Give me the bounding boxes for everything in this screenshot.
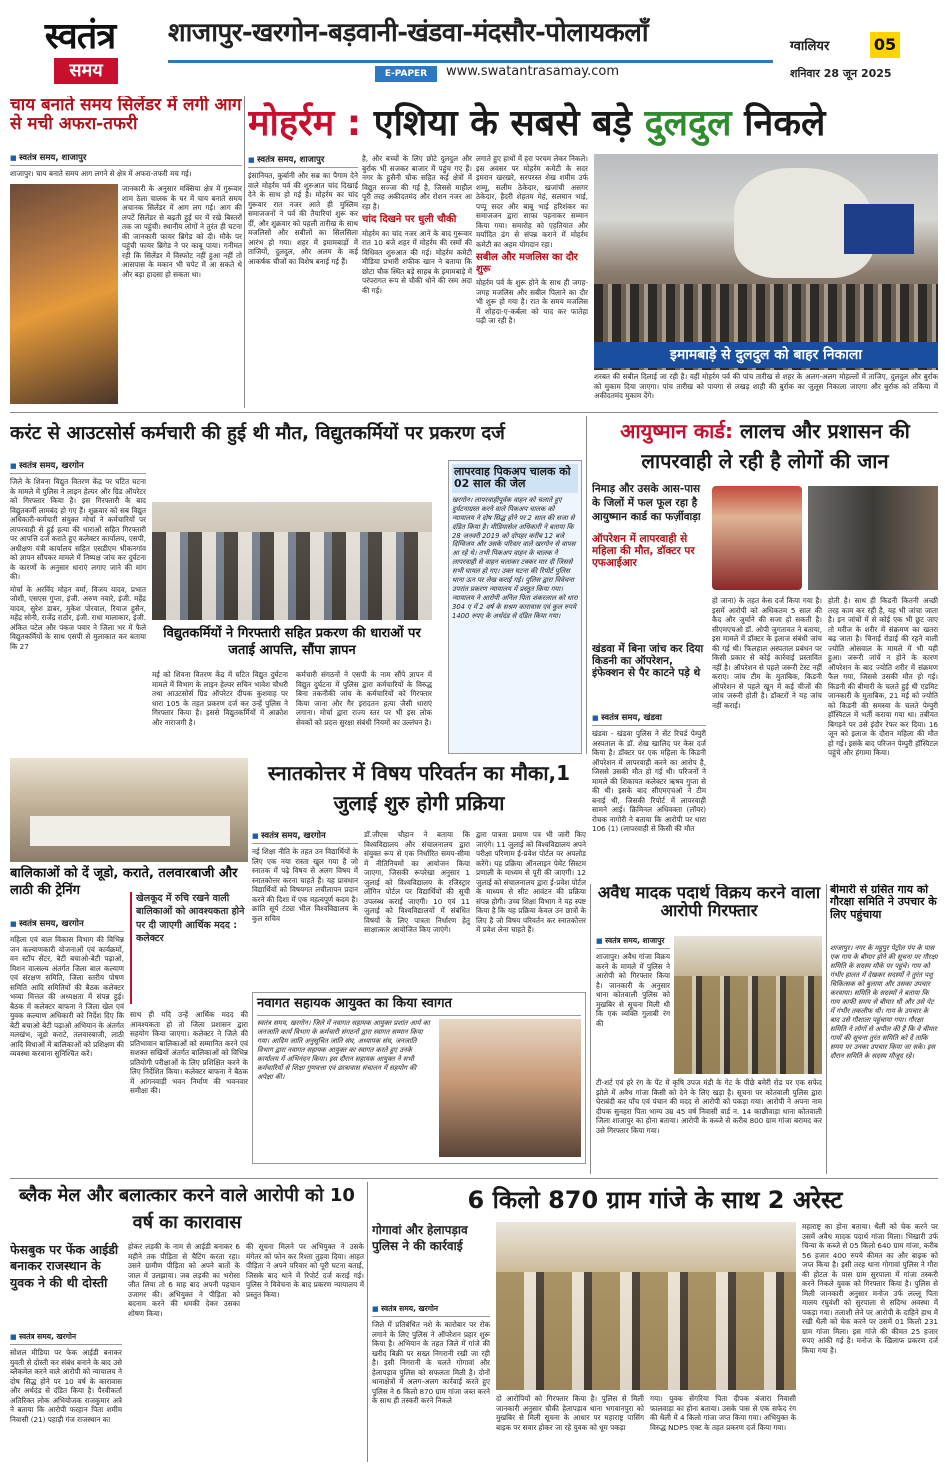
officers xyxy=(674,976,822,1074)
horse-cloth xyxy=(844,204,914,254)
column-2 xyxy=(362,154,472,408)
col2-text: डॉ.जीएस चौहान ने बताया कि विश्वविद्यालय और संचालनालय द्वारा संयुक्त रूप से एक निर्धारित समय-सीमा में नीतिनियमों का आयोजन किया जाएगा, जिसकी रूपरेखा अनुसार 1 जुलाई को विश्वविद्यालय के रजिस्ट्रार लॉगिन पोर्टल पर विद्यार्थियों की सूची उपलब्ध कराई जाएगी। 10 एवं 11 जुलाई को विश्वविद्यालयों में संबंधित विषयों के लिए पात्रता निर्धारण हेतु साक्षात्कार आयोजित किए जाएंगे। xyxy=(364,830,470,934)
body: स्वतंत्र समय, खरगोन। जिले में नवागत सहायक आयुक्त प्रशांत आर्य का जनजाति कार्य विभाग के कर्मचारी संगठनों द्वारा स्वागत सम्मान किया गया। आदिम जाति अनुसूचित जाति संघ, अध्यापक संघ, जनजाति विभाग द्वारा नवागत सहायक आयुक्त का स्वागत करते हुए उनके कार्यालय में अभिनंदन किया। इस दौरान सहायक आयुक्त ने सभी कर्मचारियों से शिक्षा गुणवत्ता एवं छात्रावास संचालन में सहयोग की अपेक्षा की। xyxy=(257,1019,430,1081)
col2-text: होकर लड़की के नाम से आईडी बनाकर 6 महीने तक पीड़िता से चैटिंग करता रहा। उसने ग्रामीण पीड़िता को अपने बातों के जाल में उलझाया। जब लड़की का भरोसा जीत लिया तो 6 माह बाद अपनी पहचान उजागर की। अभियुक्त ने पीड़िता को बदनाम करने की धमकी देकर उसका शोषण किया। xyxy=(128,1242,240,1318)
story-ayushman-card xyxy=(592,416,938,880)
col-rule xyxy=(244,96,245,408)
col1-text: इंसानियत, कुर्बानी और सब्र का पैगाम देने वाले मोहर्रम पर्व की शुरुआत चांद दिखाई देने के साथ हो गई है। मोहर्रम का चांद गुरूवार रात नजर आते ही मुस्लिम समाजजनों ने पर्व की तैयारियां शुरू कर दीं, और शुक्रवार को पहली तारीख के साथ मजलिसों और सबीलों का सिलसिला आरंभ हो गया। शहर में इमामबाड़ों में ताजियों, दुलदुल, और अलम के कई आकर्षक चीजों का विशेष बनाई गई हैं। xyxy=(248,171,358,266)
headline-part-b: एशिया के सबसे बड़े xyxy=(373,103,632,144)
column-1 xyxy=(10,460,146,754)
col3-text: होती है। साथ ही किडनी कितनी अच्छी तरह काम कर रही है, यह भी जांचा जाता है। इन जांचों में से कोई एक भी छूट जाए तो मरीज के शरीर में संक्रमण का खतरा बढ़ जाता है। चिनाई रोडाई की रहने वाली ज्योति ओसवाल के मामले में भी यही हुआ। जरूरी जांचें न होने के कारण ऑपरेशन के बाद ज्योति शरीर में संक्रमण फैल गया, जिससे उसकी मौत हो गई। किडनी की बीमारी के चलते हुई थी एडमिट जानकारी के मुताबिक, 21 मई को ज्योति को किडनी की समस्या के चलते पेम्पुरी हॉस्पिटल में भर्ती कराया गया था। तबीयत बिगड़ने पर उसे इंदौर रेफर कर दिया। 16 जून को इलाज के दौरान महिला की मौत हो गई। इसके बाद परिजन पेम्पुरी हॉस्पिटल पहुंचे और हंगामा किया। xyxy=(828,596,938,757)
police-photo xyxy=(674,936,822,1074)
meeting-photo xyxy=(10,758,248,862)
col-rule xyxy=(826,884,827,1174)
story-cow-treatment xyxy=(830,884,938,1174)
col1b-text: मोर्चा के अरविंद मोहन वर्मा, विजय यादव, प्रभात जोशी, एसएस गुप्ता, इंजी. अरुण नवारे, इंजी. महेंद्र यादव, सुरेश डाबर, मुकेश पोरवाल, रियाज हुसैन, महेंद्र सोनी, राजेंद्र राठौर, इंजी. राधा मालाकार, इंजी. अंकित पटेल और पंकज पवार ने जिला भर में फैले विद्युतकर्मियों के साथ एसपी से मुलाकात कर बताया कि 27 xyxy=(10,584,146,651)
photo-caption: विद्युतकर्मियों ने गिरफ्तारी सहित प्रकरण की धाराओं पर जताई आपत्ति, सौंपा ज्ञापन xyxy=(163,626,421,658)
page-number: 05 xyxy=(870,32,900,58)
column-1 xyxy=(10,918,124,1180)
body: जानकारी के अनुसार मक्सिया क्षेत्र में गुरूवार शाम ठेला चालक के घर में चाय बनाते समय अचानक सिलेंडर में आग लग गई। आग की लपटें सिलेंडर से बढ़ती हुई घर में रखे बिस्तरों तक जा पहुंची। स्थानीय लोगों ने तुरंत ही घटना की जानकारी फायर ब्रिगेड को दी। मौके पर पहुंची फायर ब्रिगेड ने पर काबू पाया। गनीमत रही कि सिलेंडर में विस्फोट नहीं हुआ नहीं तो आसपास के मकान भी चपेट में आ सकते थे और बड़ा हादसा हो सकता था। xyxy=(122,184,242,279)
masthead-rule xyxy=(168,60,773,63)
col3-text: द्वारा पात्रता प्रमाण पत्र भी जारी किए जाएंगे। 11 जुलाई को विश्वविद्यालय अपने परीक्षा परिणाम ई-प्रवेश पोर्टल पर अपलोड करेंगे। यह प्रक्रिया ऑनलाइन पेमेंट सिस्टम प्रणाली के माध्यम से पूरी की जाएगी। 12 जुलाई को संचालनालय द्वारा ई-प्रवेश पोर्टल के माध्यम से सीट आवंटन की प्रक्रिया संपन्न होगी। उच्च शिक्षा विभाग ने यह स्पष्ट किया है कि यह प्रक्रिया केवल उन छात्रों के लिए है जो विषय परिवर्तन कर स्नातकोत्तर में प्रवेश लेना चाहते हैं। xyxy=(476,830,586,934)
issue-date: शनिवार 28 जून 2025 xyxy=(790,67,892,80)
col3b-text: मोहर्रम पर्व के शुरू होने के साथ ही जगह-जगह मजलिस और सबील पिलाने का दौर भी शुरू हो गया है। रात के समय मजलिस में शोहदा-ए-कर्बला को याद कर फातेहा पढ़ी जा रही है। xyxy=(476,278,588,325)
column-1 xyxy=(252,830,358,988)
col1-text: शाजापुर। अवैध गांजा विक्रय करने के मामले में पुलिस ने आरोपी को गिरफ्तार किया है। जानकारी के अनुसार थाना कोतवाली पुलिस को मुखबिर से सूचना मिली थी कि एक व्यक्ति गुलाबी रंग की xyxy=(596,952,670,1028)
logo-top: स्वतंत्र xyxy=(44,15,116,57)
body: खरगोन। लापरवाहीपूर्वक वाहन को चलाते हुए दुर्घटनाग्रस्त करने वाले पिकअप चालक को न्यायालय ने दोष सिद्ध होने पर 2 साल की सजा से दंडित किया है। मीडियासेल अधिकारी ने बताया कि 28 जनवरी 2019 को दोपहर करीब 12 बजे दिग्विजय और उसके परिवार वाले खरगोन से वापस आ रहे थे। तभी पिकअप वाहन के चालक ने लापरवाही से वाहन चलाकर टक्कर मार दी जिससे सभी घायल हो गए। उक्त घटना की रिपोर्ट पुलिस थाना ऊन पर लेख कराई गई। पुलिस द्वारा विवेचना उपरांत प्रकरण न्यायालय में प्रस्तुत किया गया। न्यायालय ने आरोपी अनिल पिता शंकरलाल को धारा 304 ए में 2 वर्ष के सश्रम कारावास एवं कुल रुपये 1400 रुपए के अर्थदंड से दंडित किया गया। xyxy=(452,495,578,621)
masthead-cities: शाजापुर-खरगोन-बड़वानी-खंडवा-मंदसौर-पोलायकलाँ xyxy=(168,18,649,48)
story-cylinder-fire xyxy=(10,96,242,408)
headline: चाय बनाते समय सिलेंडर में लगी आग से मची अफरा-तफरी xyxy=(10,96,242,135)
duldul-photo xyxy=(594,154,938,370)
logo xyxy=(10,8,150,88)
col3-text: महाराष्ट्र का होना बताया। थैली को चेक करने पर उसमें अवैध मादक पदार्थ गांजा मिला। भिखारी उर्फ चिन्या के कब्जे से 05 किलो 640 ग्राम गांजा, करीब 56 हजार 400 रुपये कीमत का और बाइक को जप्त किया है। इसी तरह थाना गोगावां पुलिस ने गौरा की होटल के पास ग्राम सुरपाला में गांजा तस्करी करने निकले युवक को गिरफ्तार किया है। पुलिस से मिली जानकारी अनुसार मनोज उर्फ लल्लू पिता मालय रघुवंशी को सुरपाला से सदिग्ध अवस्था में पकड़ा गया। तलाशी लेने पर आरोपी के दाहिने हाथ में रखी थैली को चेक करने पर उसमें 01 किलो 231 ग्राम गांजा मिला। इस गांजे की कीमत 25 हजार रुपए आंकी गई है। मनोज के खिलाफ प्रकरण दर्ज किया गया है। xyxy=(802,1222,938,1355)
headline: करंट से आउटसोर्स कर्मचारी की हुई थी मौत, विद्युतकर्मियों पर प्रकरण दर्ज xyxy=(10,423,505,444)
col3-text: कर्मचारी संगठनों ने एसपी के नाम सौंपे ज्ञापन में विद्युत दुर्घटना में पुलिस द्वारा कर्मचारियों के विरुद्ध बिना तकनीकी जांच के कर्मचारियों को गिरफ्तार किया जाना और गैर इरादतन हत्या जैसी धाराएं लगाना। मोर्चा द्वारा राज्य स्तर पर भी इस लोक सेवकों को प्रदत्त सुरक्षा संबंधी नियमों का उल्लंघन है। xyxy=(296,670,432,727)
byline: ■ स्वतंत्र समय, खरगोन xyxy=(372,1304,490,1317)
section-rule xyxy=(10,1178,938,1179)
col-rule xyxy=(367,1182,368,1462)
col2-text: दो आरोपियों को गिरफ्तार किया है। पुलिस से मिली जानकारी अनुसार चौकी हेलापड़ाव थाना भगवानपुरा को मुखबिर से मिली सूचना के आधार पर महाराष्ट्र पासिंग बाइक पर सवार होकर जा रहे युवक को धूम पकड़ा xyxy=(496,1394,644,1432)
subhead-2: सबील और मजलिस का दौर शुरू xyxy=(476,252,578,275)
byline: ■ स्वतंत्र समय, शाजापुर xyxy=(248,154,358,168)
pull-quote: खेलकूद में रुचि रखने वाली बालिकाओं को आवश्यकता होने पर दी जाएगी आर्थिक मदद : कलेक्टर xyxy=(130,892,248,1004)
headline: 6 किलो 870 ग्राम गांजे के साथ 2 अरेस्ट xyxy=(467,1186,843,1214)
col-rule xyxy=(590,884,591,1174)
headline: अवैध मादक पदार्थ विक्रय करने वाला आरोपी गिरफ्तार xyxy=(597,884,821,921)
men-photo xyxy=(808,486,938,590)
woman-photo xyxy=(712,486,802,590)
wide-text: टी-शर्ट एवं हरे रंग के पेंट में कृषि उपज मंडी के गेट के पीछे बमेरी रोड पर एक सफेद झोले में अवैध गांजा किसी को देने के लिए खड़ा है। सूचना पर कोतवाली पुलिस द्वारा घेराबंदी कर पॉंच एवं पंचान की मदद से आरोपी को पकड़ा गया। आरोपी ने अपना नाम दीपक सुनहरा पिता भाग्य उम्र 45 वर्ष निवासी वार्ड न. 14 काछीवाड़ा थाना कोतवाली जिला शाजापुर का होना बताया। आरोपी के कब्जे से करीब 800 ग्राम गांजा बरामद कर उसे गिरफ्तार किया गया। xyxy=(596,1078,822,1135)
byline: ■ स्वतंत्र समय, खरगोन xyxy=(252,830,358,844)
col3-text: की सूचना मिलने पर अभियुक्त ने उसके मंगेतर को फोन कर रिश्ता तुड़वा दिया। आहत पीड़िता ने अपने परिवार को पूरी घटना बताई, जिसके बाद थाने में रिपोर्ट दर्ज कराई गई। पुलिस ने विवेचना के बाद प्रकरण न्यायालय में प्रस्तुत किया। xyxy=(246,1242,364,1299)
logo-bottom: समय xyxy=(54,58,118,84)
column-1 xyxy=(592,712,706,880)
subhead-1: ऑपरेशन में लापरवाही से महिला की मौत, डॉक्टर पर एफआईआर xyxy=(592,532,695,569)
headline-part-d: निकले xyxy=(744,103,826,144)
headline-part-a: मोहर्रम : xyxy=(248,103,362,144)
col1-text: महिला एवं बाल विकास विभाग की विभिन्न जन कल्याणकारी योजनाओं एवं कार्यक्रमों, वन स्टॉप सेंटर, बेटी बचाओ-बेटी पढ़ाओ, मिशन वात्सल्य अंतर्गत जिला बाल कल्याण एवं संरक्षण समिति, जिला स्तरीय पोषण समिति आदि समितियों की बैठक कलेक्टर भव्या मित्तल की अध्यक्षता में संपन्न हुई। बैठक में कलेक्टर बाफना ने जिला खेल एवं युवक कल्याण अधिकारी को निर्देश दिए कि बेटी बचाओ बेटी पढ़ाओ अभियान के अंतर्गत मलखंभ, जूडो कराटे, तलवारबाजी, लाठी आदि विधाओं में बालिकाओं को प्रशिक्षण की व्यवस्था करवाना सुनिश्चित करें। xyxy=(10,935,124,1058)
byline: ■ स्वतंत्र समय, खंडवा xyxy=(592,712,706,726)
website-url[interactable]: www.swatantrasamay.com xyxy=(446,64,620,79)
col2b-text: मोहर्रम का चांद नजर आने के बाद गुरूवार रात 10 बजे शहर में मोहर्रम की रस्मों की विधिवत शुरुआत की गई। मोहर्रम कमेटी मीडिया प्रभारी शफीक खान ने बताया कि छोटा चौक स्थित बड़े साहब के इमामबाड़े में परंपरागत रूप से चौकी धोने की रस्म अदा की गई। xyxy=(362,228,472,295)
col1-text: जिले के शिवना विद्युत वितरण केंद्र पर घटित घटना के मामले में पुलिस ने लाइन हेल्पर और ग्रिड ऑपरेटर को गिरफ्तार किया है। इस गिरफ्तारी के बाद विद्युतकर्मी लामबंद हो गए हैं। शुक्रवार को सब विद्युत अधिकारी-कर्मचारी संयुक्त मोर्चा ने कर्मचारियों पर लापरवाही से हुई हत्या की धाराओं सहित गिरफ्तारी पर आपत्ति दर्ज कराते हुए कलेक्टर कार्यालय, एसपी, अधीक्षण यंत्री कार्यालय सहित एसडीएम भीकनगांव को ज्ञापन सौंपकर मामले में निष्पक्ष जांच कर दुर्घटना के कारणों के अनुसार धाराएं लगाए जाने की मांग की। xyxy=(10,477,146,581)
edition-box xyxy=(790,32,930,60)
story-drug-seller xyxy=(596,884,822,1174)
col2-text: हो जाना) के तहत केस दर्ज किया गया है। इसमें आरोपी को अधिकतम 5 साल की कैद और जुर्माने की सजा हो सकती है। सीएमएचओ डॉ. ओपी जुगतावत ने बताया, इस मामले में डॉक्टर के इलाज संबंधी जांच की गई थी। फिलहाल अस्पताल प्रबंधन पर किसी प्रकार से कोई कार्रवाई प्रस्तावित नहीं है। ऑपरेशन से पहले जरूरी टेस्ट नहीं कराए। जांच टीम के मुताबिक, किडनी ऑपरेशन से पहले खून में कई चीजों की जांच जरूरी होती है। डॉक्टरों ने यह जांच नहीं कराई। xyxy=(712,596,822,710)
byline: ■ स्वतंत्र समय, शाजापुर xyxy=(596,936,670,949)
lead: शाजापुर। चाय बनाते समय आग लगने से क्षेत्र में अफरा-तफरी मच गई। xyxy=(10,169,192,178)
col2-text: साथ ही यदि उन्हें आर्थिक मदद की आवश्यकता हो तो जिला प्रशासन द्वारा सहयोग किया जाएगा। कलेक्टर ने जिले की प्रतिभावान बालिकाओं को सम्मानित करने एवं सशक्त सखियों अंतर्गत बालिकाओं को विभिन्न प्रतियोगी परीक्षाओं के लिए प्रशिक्षित करने के लिए निर्देशित किया। कलेक्टर बाफना ने बैठक में आंगनवाड़ी भवन निर्माण की भवनवार समीक्षा की। xyxy=(130,1010,248,1095)
byline: ■ स्वतंत्र समय, शाजापुर xyxy=(10,152,242,166)
story-muharram xyxy=(248,96,938,408)
table xyxy=(30,816,230,846)
col3-text: लगाते हुए हाथों में हरा परचम लेकर निकले। इस अवसर पर मोहर्रम कमेटी के सदर इमरान खरखरे, सरपरस्त शेख शमीम उर्फ शम्मू, सलीम ठेकेदार, खजांची असगर ठेकेदार, हैदरी शेहतम मेहं, सलमान भाई, पप्पू सदर और बाबू भाई हरिशंकर का समाजजन द्वारा साफा पहनाकर सम्मान किया गया। समारोह को एहतियात और मर्यादित ढंग से संपन्न कराने में मोहर्रम कमेटी का अहम योगदान रहा। xyxy=(476,154,588,249)
story-blackmail xyxy=(10,1182,364,1462)
byline: ■ स्वतंत्र समय, खरगोन xyxy=(10,460,146,474)
intro: गोगावां और हेलापड़ाव पुलिस ने की कार्रवाई xyxy=(372,1223,468,1254)
box-assistant-commissioner xyxy=(252,992,586,1164)
col2-text: मई को शिवना वितरण केंद्र में घटित विद्युत दुर्घटना मामले में विभाग के लाइन हेल्पर सचिन भावेश चौधरी तथा आउटसोर्स ग्रिड ऑपरेटर दीपक कुशवाह पर धारा 105 के तहत प्रकरण दर्ज कर उन्हें पुलिस ने गिरफ्तार किया है। इससे विद्युतकर्मियों में आक्रोश और नाराजगी है। xyxy=(152,670,288,727)
col-rule xyxy=(586,416,587,754)
col1-text: खंडवा - खंडवा पुलिस ने सेंट रिचर्ड पेम्पुरी अस्पताल के डॉ. शेख खालिद पर केस दर्ज किया है। डॉक्टर पर एक महिला के किडनी ऑपरेशन में लापरवाही करने का आरोप है, जिससे उसकी मौत हो गई थी। परिजनों ने मामले की शिकायत कलेक्टर ऋषव गुप्ता से की थी। इसके बाद सीएमएचओ ने टीम बनाई थी, जिसकी रिपोर्ट में लापरवाही सामने आई। क्रिमिनल अधिवक्ता (लॉयर) रोचक नागोरी ने बताया कि आरोपी पर धारा 106 (1) (लापरवाही से किसी की मौत xyxy=(592,729,706,833)
col1-text: सोशल मीडिया पर फेक आईडी बनाकर युवती से दोस्ती कर संबंध बनाने के बाद उसे ब्लैकमेल करने वाले आरोपी को न्यायालय ने दोष सिद्ध होने पर 10 वर्ष के कारावास और अर्थदंड से दंडित किया है। पैरवीकर्ता अतिरिक्त लोक अभियोजक राजकुमार अत्रे ने बताया कि आरोपी फरहान पिता शमीम निवासी (21) पहाड़ी गंज राजस्थान का xyxy=(10,1348,122,1424)
title: नवागत सहायक आयुक्त का किया स्वागत xyxy=(257,997,581,1016)
masthead xyxy=(0,0,945,92)
story-girls-training xyxy=(10,758,248,1180)
headline-part-a: आयुष्मान कार्ड: xyxy=(620,419,733,443)
headline: ब्लैक मेल और बलात्कार करने वाले आरोपी को 10 वर्ष का कारावास xyxy=(19,1185,355,1233)
sub2-column xyxy=(592,640,706,710)
byline: ■ स्वतंत्र समय, खरगोन xyxy=(10,918,124,932)
col1-text: नई शिक्षा नीति के तहत उन विद्यार्थियों के लिए एक नया रास्ता खुल गया है जो स्नातक में पढ़े विषय से अलग विषय में स्नातकोत्तर करना चाहते हैं। यह प्रावधान विद्यार्थियों को विषयगत लचीलापन प्रदान करने की दिशा में एक महत्वपूर्ण कदम है। क्रांति सूर्य टंट्या भील विश्वविद्यालय के कुल सचिव xyxy=(252,847,358,923)
photo-text: गया। युवक सेंगरिया पिता दीपक बंजारा निवासी फालवाड़ा का होना बताया। उसके पास से एक सफेद रंग की थैली में 4 किलो गांजा जप्त किया गया। अभियुक्त के विरुद्ध NDPS एक्ट के तहत प्रकरण दर्ज किया गया। xyxy=(650,1394,796,1432)
headline-part-c: दुलदुल xyxy=(644,103,732,144)
officers xyxy=(496,1272,796,1390)
intro: फेसबुक पर फेंक आईडी बनाकर राजस्थान के युवक ने की थी दोस्ती xyxy=(10,1242,119,1290)
byline: ■ स्वतंत्र समय, खरगोन xyxy=(10,1332,122,1345)
subhead: चांद दिखने पर धुली चौकी xyxy=(362,214,457,225)
intro: निमाड़ और उसके आस-पास के जिलों में फल फूल रहा है आयुष्मान कार्ड का फर्ज़ीवाड़ा xyxy=(592,483,701,524)
subhead-2: खंडवा में बिना जांच कर दिया किडनी का ऑपरेशन, इंफेक्शन से पैर काटने पड़े थे xyxy=(592,643,704,680)
col2-text: है, और बच्चों के लिए छोटे दुलदुल और बुर्राक भी सजकर बाजार में पहुंच गए हैं। नगर के हुसैनी चौक सहित कई क्षेत्रों में विद्युत सज्जा की गई है, जिससे माहौल पूरी तरह अकीदतमंद और रोशन नजर आ रहा है। xyxy=(362,154,472,211)
headline xyxy=(592,416,938,476)
photo-caption: बालिकाओं को दें जूडो, कराते, तलवारबाजी और लाठी की ट्रेनिंग xyxy=(10,866,238,898)
photo-text: शरबत की सबील दिलाई जा रही है। वहीं मोहर्रम पर्व की पांच तारीख से शहर के अलग-अलग मोहल्लों में ताजिए, दुलदुल और बुर्राक को मुकाम दिया जाएगा। पांच तारीख को पायगा से लखड़ शाही की बुर्राक का जुलूस निकाला जाएगा और बुर्राक को तकिया में अकीदतमंद मुकाम देंगे। xyxy=(594,372,938,400)
body: शाजापुर। नगर के महुपुर पेट्रोल पंप के पास एक गाय के बीमार होने की सूचना पर गौरक्षा समिति के सदस्य मौके पर पहुंचे। गाय को गंभीर हालत में देखकर सदस्यों ने तुरंत पशु चिकित्सक को बुलाया और उसका उपचार करवाया। समिति के सदस्यों ने बताया कि गाय काफी समय से बीमार थी और उसे पेट में गंभीर तकलीफ थी। गाय के उपचार के बाद उसे गौशाला पहुंचाया गया। गौरक्षा समिति ने लोगों से अपील की है कि वे बीमार गायों की सूचना तुरंत समिति को दें ताकि समय पर उनका उपचार किया जा सके। इस दौरान समिति के सदस्य मौजूद रहे। xyxy=(830,944,938,1060)
arrest-photo xyxy=(496,1222,796,1390)
column-1 xyxy=(10,1332,122,1462)
story-ganja-seizure xyxy=(372,1182,938,1462)
title: लापरवाह पिकअप चालक को 02 साल की जेल xyxy=(452,464,578,493)
box-pickup-driver xyxy=(448,460,582,754)
epaper-badge: E-PAPER xyxy=(375,66,437,82)
photo-caption: इमामबाड़े से दुलदुल को बाहर निकाला xyxy=(594,342,938,368)
column-1 xyxy=(372,1304,490,1462)
edition-name: ग्वालियर xyxy=(790,39,830,54)
fire-photo xyxy=(10,184,118,404)
headline: स्नातकोत्तर में विषय परिवर्तन का मौका,1 जुलाई शुरु होगी प्रक्रिया xyxy=(267,761,571,815)
welcome-photo xyxy=(439,1019,581,1157)
headline-part-b: लालच और प्रशासन की लापरवाही ले रही है लोगों की जान xyxy=(641,419,910,473)
col1-text: जिले में प्रतिबंधित नशे के कारोबार पर रोक लगाने के लिए पुलिस ने ऑपरेशन प्रहार शुरू किया है। अभियान के तहत जिले में गांजे की खरीद बिक्री पर सख्त निगरानी रखी जा रही है। इसी निगरानी के चलते गोगावां और हेलापड़ाव पुलिस को सफलता मिली है। दोनों थानाक्षेत्रों में अलग-अलग कार्रवाई करते हुए पुलिस ने 6 किलो 870 ग्राम गांजा जब्त करने के साथ ही तस्करी करने निकले xyxy=(372,1320,490,1405)
column-3 xyxy=(476,154,588,408)
headline: बीमारी से ग्रसित गाय को गौरक्षा समिति ने उपचार के लिए पहुंचाया xyxy=(830,884,937,921)
story-postgraduate xyxy=(252,758,586,988)
memorandum-photo xyxy=(152,502,432,620)
column-1 xyxy=(248,154,358,408)
people xyxy=(152,532,432,620)
headline xyxy=(248,98,938,150)
column-1 xyxy=(596,936,670,1076)
section-rule xyxy=(10,412,938,413)
